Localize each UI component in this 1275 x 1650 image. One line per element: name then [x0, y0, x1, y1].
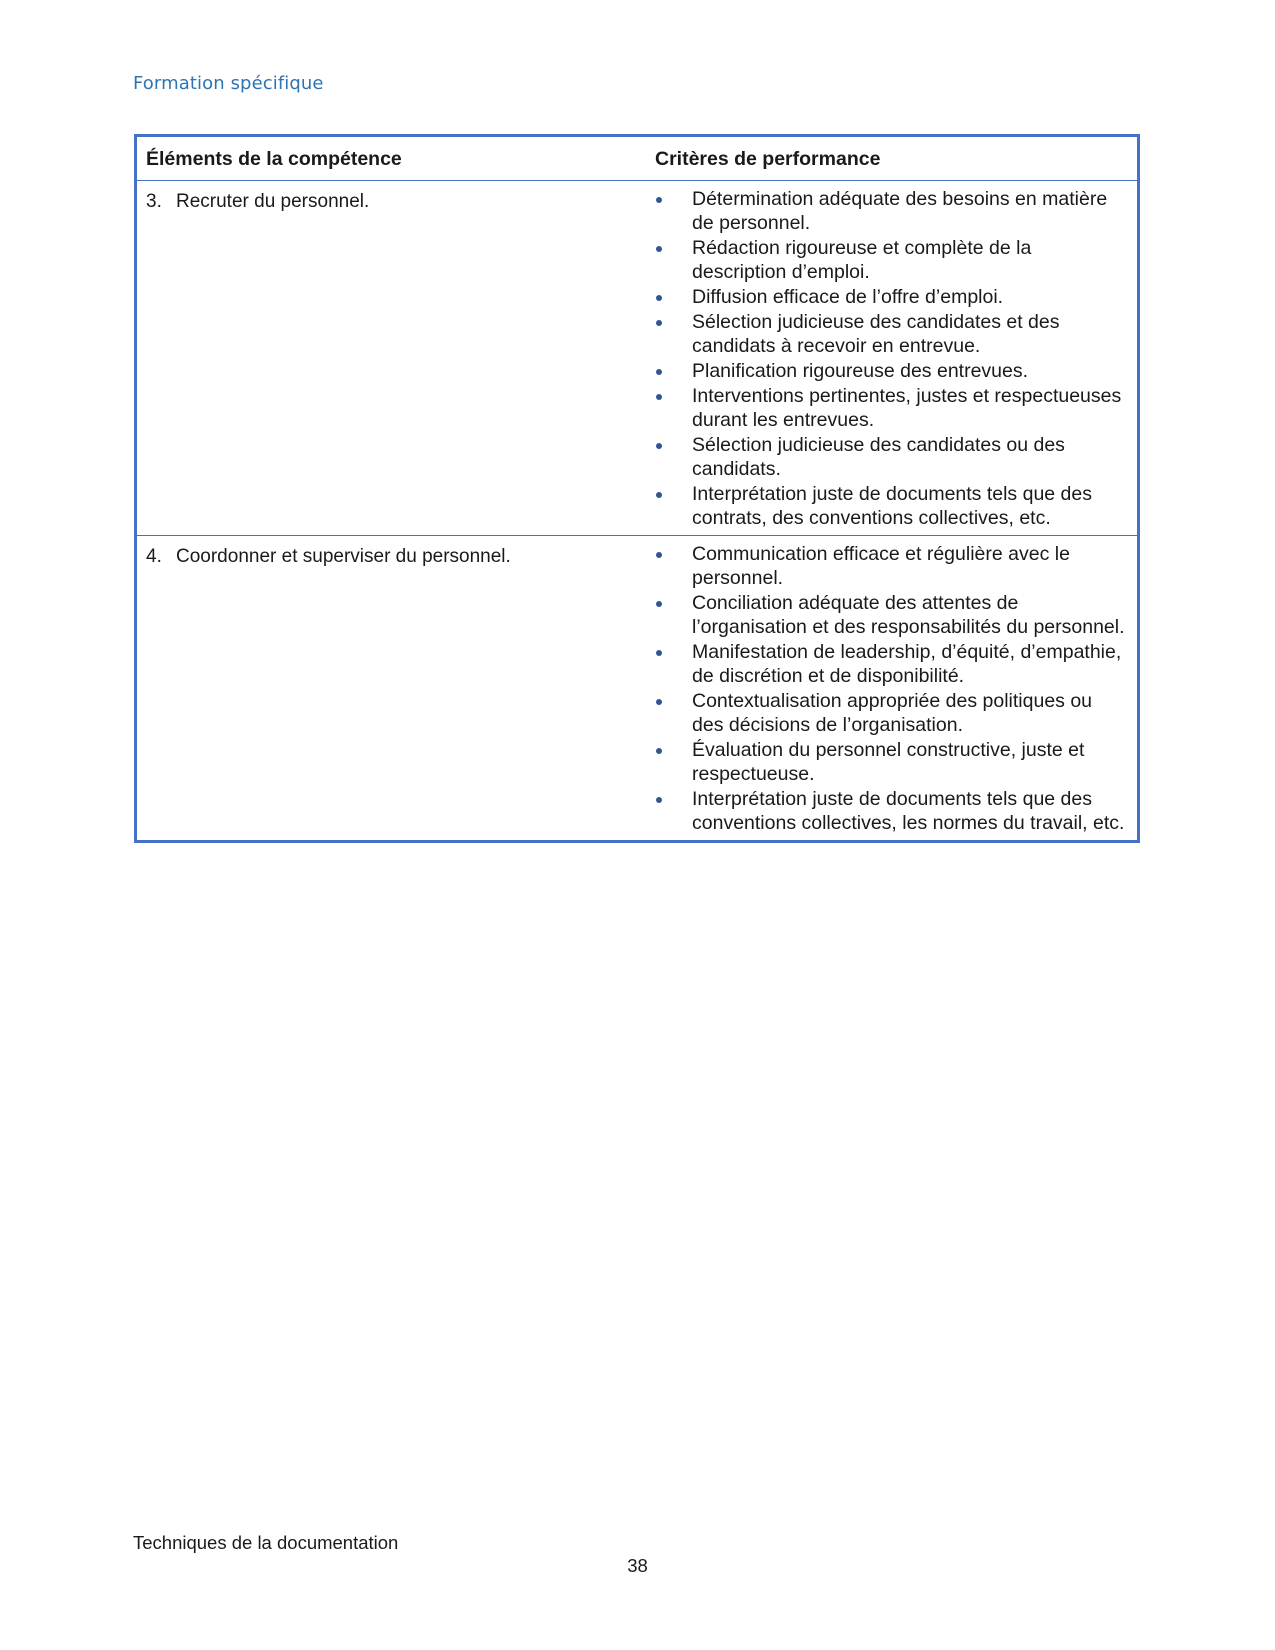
element-cell: [136, 536, 647, 842]
criteria-item: Sélection judicieuse des candidates et des candidats à recevoir en entrevue.: [646, 310, 1127, 358]
table-row: [136, 181, 1139, 536]
table-header-row: [136, 136, 1139, 181]
criteria-item: Contextualisation appropriée des politiques ou des décisions de l’organisation.: [646, 689, 1127, 737]
criteria-item: Diffusion efficace de l’offre d’emploi.: [646, 285, 1127, 309]
criteria-item: Sélection judicieuse des candidates ou des candidats.: [646, 433, 1127, 481]
page-number: 38: [627, 1555, 648, 1576]
column-header-criteria: Critères de performance: [646, 136, 1139, 181]
element-text: Recruter du personnel.: [176, 191, 370, 212]
criteria-item: Communication efficace et régulière avec le personnel.: [646, 542, 1127, 590]
criteria-item: Interventions pertinentes, justes et respectueuses durant les entrevues.: [646, 384, 1127, 432]
criteria-cell: [646, 181, 1139, 536]
criteria-item: Détermination adéquate des besoins en matière de personnel.: [646, 187, 1127, 235]
criteria-item: Interprétation juste de documents tels que des conventions collectives, les normes du travail, etc.: [646, 787, 1127, 835]
criteria-item: Rédaction rigoureuse et complète de la description d’emploi.: [646, 236, 1127, 284]
criteria-item: Évaluation du personnel constructive, juste et respectueuse.: [646, 738, 1127, 786]
criteria-item: Planification rigoureuse des entrevues.: [646, 359, 1127, 383]
footer-program-title: Techniques de la documentation: [133, 1532, 399, 1553]
competence-table: [134, 134, 1140, 843]
criteria-item: Manifestation de leadership, d’équité, d’empathie, de discrétion et de disponibilité.: [646, 640, 1127, 688]
criteria-item: Conciliation adéquate des attentes de l’organisation et des responsabilités du personnel.: [646, 591, 1127, 639]
element-text: Coordonner et superviser du personnel.: [176, 546, 511, 567]
criteria-list: [646, 542, 1127, 835]
element-cell: [136, 181, 647, 536]
column-header-elements: Éléments de la compétence: [136, 136, 647, 181]
element-number: 3.: [146, 191, 162, 212]
running-header: Formation spécifique: [133, 73, 324, 94]
criteria-list: [646, 187, 1127, 530]
table-row: [136, 536, 1139, 842]
criteria-item: Interprétation juste de documents tels que des contrats, des conventions collectives, etc.: [646, 482, 1127, 530]
element-number: 4.: [146, 546, 162, 567]
criteria-cell: [646, 536, 1139, 842]
